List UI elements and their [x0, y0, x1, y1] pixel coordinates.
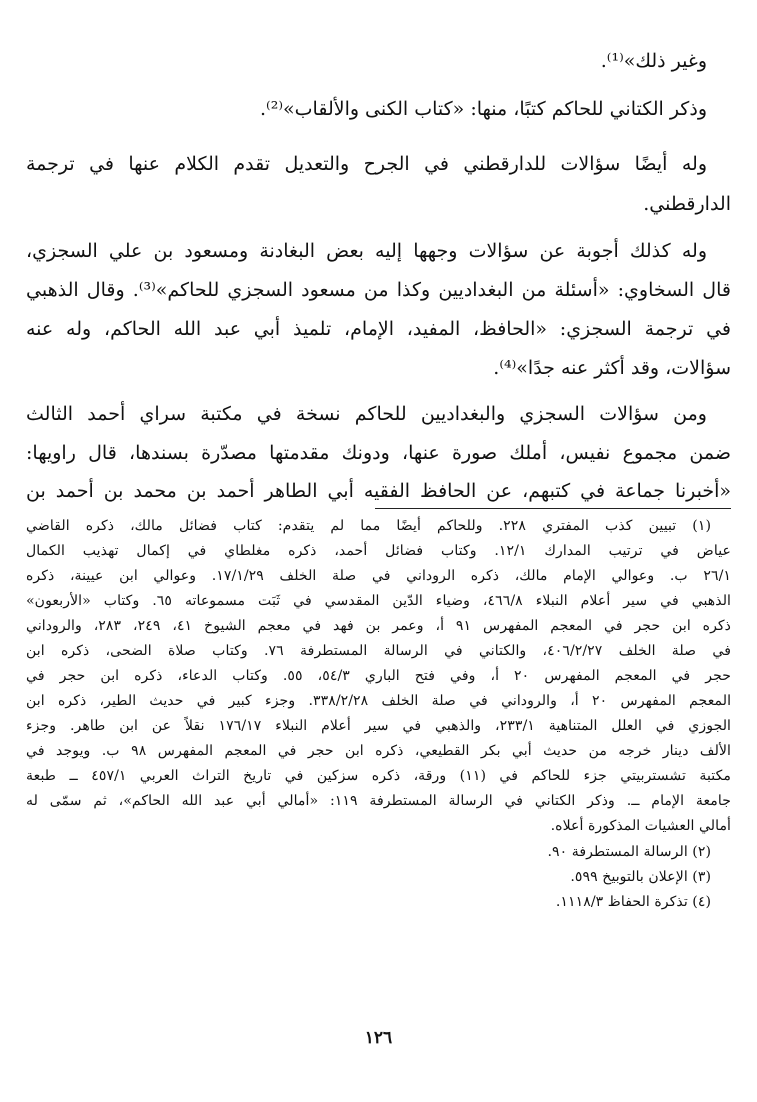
footnote-line: جامعة الإمام ــ. وذكر الكتاني في الرسالة المستطرفة ١١٩: «أمالي أبي عبد الله الحاكم»، ثم سمّى له — [26, 793, 731, 809]
footnote-line: المعجم المفهرس ٢٠ أ، والروداني في صلة الخلف ٣٣٨/٢/٢٨. وجزء كبير في حديث الطير، ذكره ابن — [26, 693, 732, 709]
text-line: ضمن مجموع نفيس، أملك صورة عنها، ودونك مقدمتها مصدّرة بسندها، قال راويها: — [26, 442, 731, 464]
text-line: وله كذلك أجوبة عن سؤالات وجهها إليه بعض البغادنة ومسعود بن علي السجزي، — [26, 240, 707, 262]
footnote-line: (٤) تذكرة الحفاظ ١١١٨/٣. — [555, 894, 711, 910]
footnote-line: (٢) الرسالة المستطرفة ٩٠. — [547, 844, 711, 860]
footnote-line: أمالي العشيات المذكورة أعلاه. — [550, 818, 731, 834]
footnote-line: (١) تبيين كذب المفتري ٢٢٨. وللحاكم أيضًا مما لم يتقدم: كتاب فضائل مالك، ذكره القاضي — [26, 518, 712, 534]
footnote-line: في صلة الخلف ٤٠٦/٢/٢٧، والكتاني في الرسالة المستطرفة ٧٦. وكتاب صلاة الضحى، ذكره ابن — [26, 643, 732, 659]
text-line: ومن سؤالات السجزي والبغداديين للحاكم نسخة في مكتبة سراي أحمد الثالث — [26, 403, 707, 425]
text-line: وذكر الكتاني للحاكم كتبًا، منها: «كتاب الكنى والألقاب»⁽²⁾. — [260, 98, 707, 120]
text-line: وغير ذلك»⁽¹⁾. — [600, 50, 707, 72]
footnote-line: ذكره ابن حجر في المعجم المفهرس ٩١ أ، وعمر بن فهد في معجم الشيوخ ٤١، ٢٤٩، ٢٨٣، والروداني — [26, 618, 731, 634]
text-line: قال السخاوي: «أسئلة من البغداديين وكذا من مسعود السجزي للحاكم»⁽³⁾. وقال الذهبي — [26, 279, 731, 301]
footnote-line: ٢٦/١ ب. وعوالي الإمام مالك، ذكره الروداني في صلة الخلف ١٧/١/٢٩. وعوالي ابن عيينة، ذكره — [26, 568, 731, 584]
footnote-line: عياض في ترتيب المدارك ١٢/١. وكتاب فضائل أحمد، ذكره مغلطاي في إكمال تهذيب الكمال — [26, 543, 731, 559]
footnote-line: الألف دينار خرجه من حديث أبي بكر القطيعي، ذكره ابن حجر في المعجم المفهرس ٩٨ ب. ويوجد في — [26, 743, 731, 759]
text-line: سؤالات، وقد أكثر عنه جدًا»⁽⁴⁾. — [493, 357, 731, 379]
footnote-line: حجر في المعجم المفهرس ٢٠ أ، وفي فتح الباري ٥٤/٣، ٥٥. وكتاب الدعاء، ذكره ابن حجر في — [26, 668, 731, 684]
text-line: وله أيضًا سؤالات للدارقطني في الجرح والتعديل تقدم الكلام عنها في ترجمة — [26, 153, 707, 175]
footnote-line: الذهبي في سير أعلام النبلاء ٤٦٦/٨، وضياء الدّين المقدسي في ثَبَت مسموعاته ٦٥. وكتاب «الأربعون» — [26, 593, 731, 609]
text-line: «أخبرنا جماعة في كتبهم، عن الحافظ الفقيه أبي الطاهر أحمد بن محمد بن أحمد بن — [26, 480, 731, 502]
footnote-separator — [375, 508, 731, 509]
footnote-line: مكتبة تشستربيتي جزء للحاكم في (١١) ورقة، ذكره سزكين في تاريخ التراث العربي ٤٥٧/١ ــ طبعة — [26, 768, 732, 784]
footnote-line: (٣) الإعلان بالتوبيخ ٥٩٩. — [570, 869, 711, 885]
text-line: في ترجمة السجزي: «الحافظ، المفيد، الإمام، تلميذ أبي عبد الله الحاكم، وله عنه — [26, 318, 731, 340]
page-number: ١٢٦ — [364, 1028, 393, 1048]
text-line: الدارقطني. — [643, 193, 731, 215]
footnote-line: الجوزي في العلل المتناهية ٢٣٣/١، والذهبي في سير أعلام النبلاء ١٧٦/١٧ نقلاً عن ابن طاهر. وجزء — [26, 718, 731, 734]
